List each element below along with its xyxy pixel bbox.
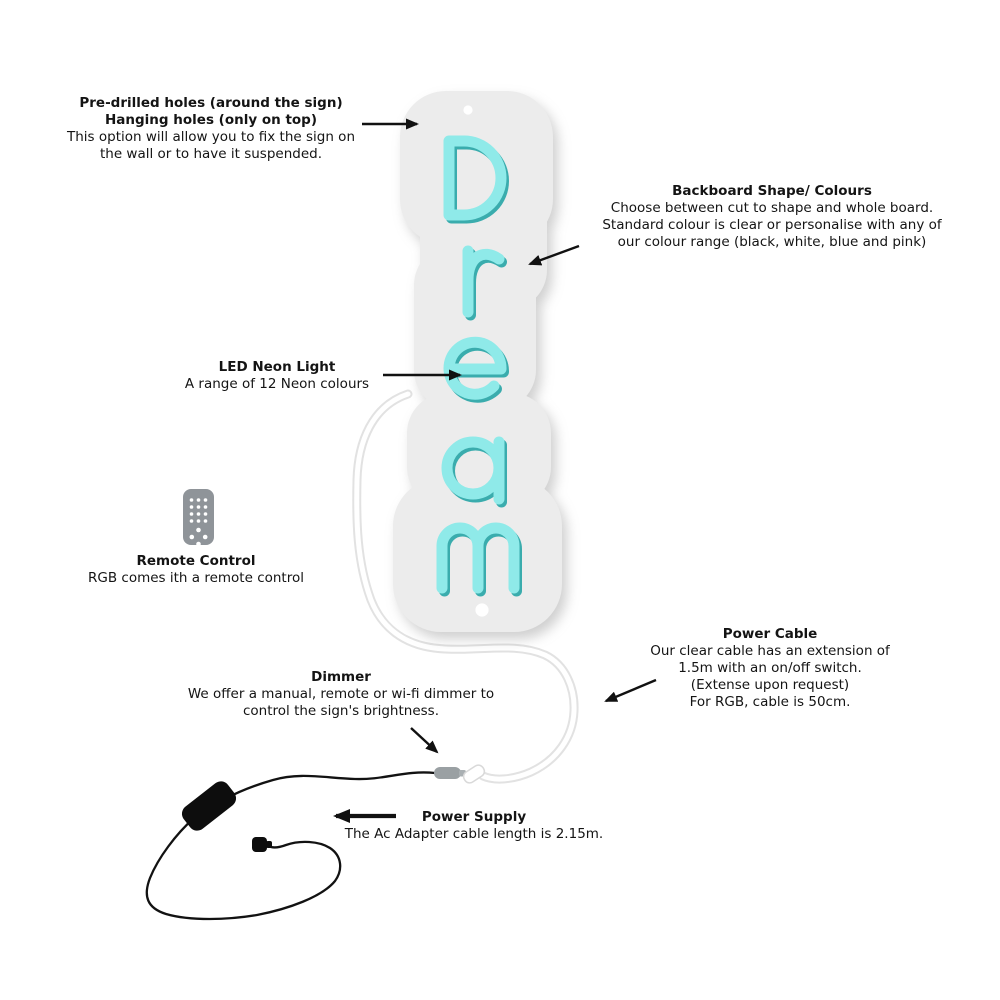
backboard-body-line2: Standard colour is clear or personalise with any of bbox=[602, 217, 942, 233]
callout-backboard bbox=[592, 183, 952, 251]
power-supply-title: Power Supply bbox=[421, 809, 527, 825]
arrow-dimmer bbox=[411, 728, 437, 752]
remote-control-icon bbox=[183, 489, 214, 546]
holes-body-line2: the wall or to have it suspended. bbox=[99, 146, 323, 162]
black-power-cable-loop bbox=[147, 818, 340, 919]
hanging-hole-bottom bbox=[475, 603, 488, 616]
callout-power-supply bbox=[334, 809, 614, 843]
black-power-cable-upper bbox=[225, 772, 435, 799]
callout-led bbox=[157, 359, 397, 393]
backboard-body-line1: Choose between cut to shape and whole board. bbox=[610, 200, 934, 216]
callout-dimmer bbox=[181, 669, 501, 720]
inline-dimmer-connector bbox=[434, 767, 466, 779]
backboard-body-line3: our colour range (black, white, blue and pink) bbox=[617, 234, 927, 250]
power-adapter-brick bbox=[178, 778, 239, 835]
neon-letter-e bbox=[449, 342, 503, 397]
power-cable-body-line2: 1.5m with an on/off switch. bbox=[678, 660, 862, 676]
holes-title-line2: Hanging holes (only on top) bbox=[104, 112, 318, 128]
clear-cable-plug bbox=[462, 763, 487, 785]
callout-power-cable bbox=[630, 626, 910, 711]
power-supply-body: The Ac Adapter cable length is 2.15m. bbox=[344, 826, 604, 842]
remote-title: Remote Control bbox=[136, 553, 256, 569]
led-title: LED Neon Light bbox=[218, 359, 336, 375]
power-cable-title: Power Cable bbox=[722, 626, 818, 642]
led-body: A range of 12 Neon colours bbox=[184, 376, 370, 392]
dimmer-body-line1: We offer a manual, remote or wi-fi dimmer to bbox=[187, 686, 495, 702]
holes-body-line1: This option will allow you to fix the sign on bbox=[67, 129, 355, 145]
callout-remote bbox=[78, 553, 314, 587]
power-cable-body-line1: Our clear cable has an extension of bbox=[650, 643, 890, 659]
dimmer-body-line2: control the sign's brightness. bbox=[243, 703, 439, 719]
backboard-title: Backboard Shape/ Colours bbox=[672, 183, 872, 199]
power-cable-body-line3: (Extense upon request) bbox=[690, 677, 850, 693]
ac-plug bbox=[252, 837, 272, 852]
power-cable-body-line4: For RGB, cable is 50cm. bbox=[689, 694, 851, 710]
dimmer-title: Dimmer bbox=[311, 669, 371, 685]
remote-body: RGB comes ith a remote control bbox=[88, 570, 304, 586]
hanging-hole-top bbox=[463, 105, 472, 114]
holes-title-line1: Pre-drilled holes (around the sign) bbox=[79, 95, 343, 111]
callout-holes bbox=[50, 95, 372, 163]
